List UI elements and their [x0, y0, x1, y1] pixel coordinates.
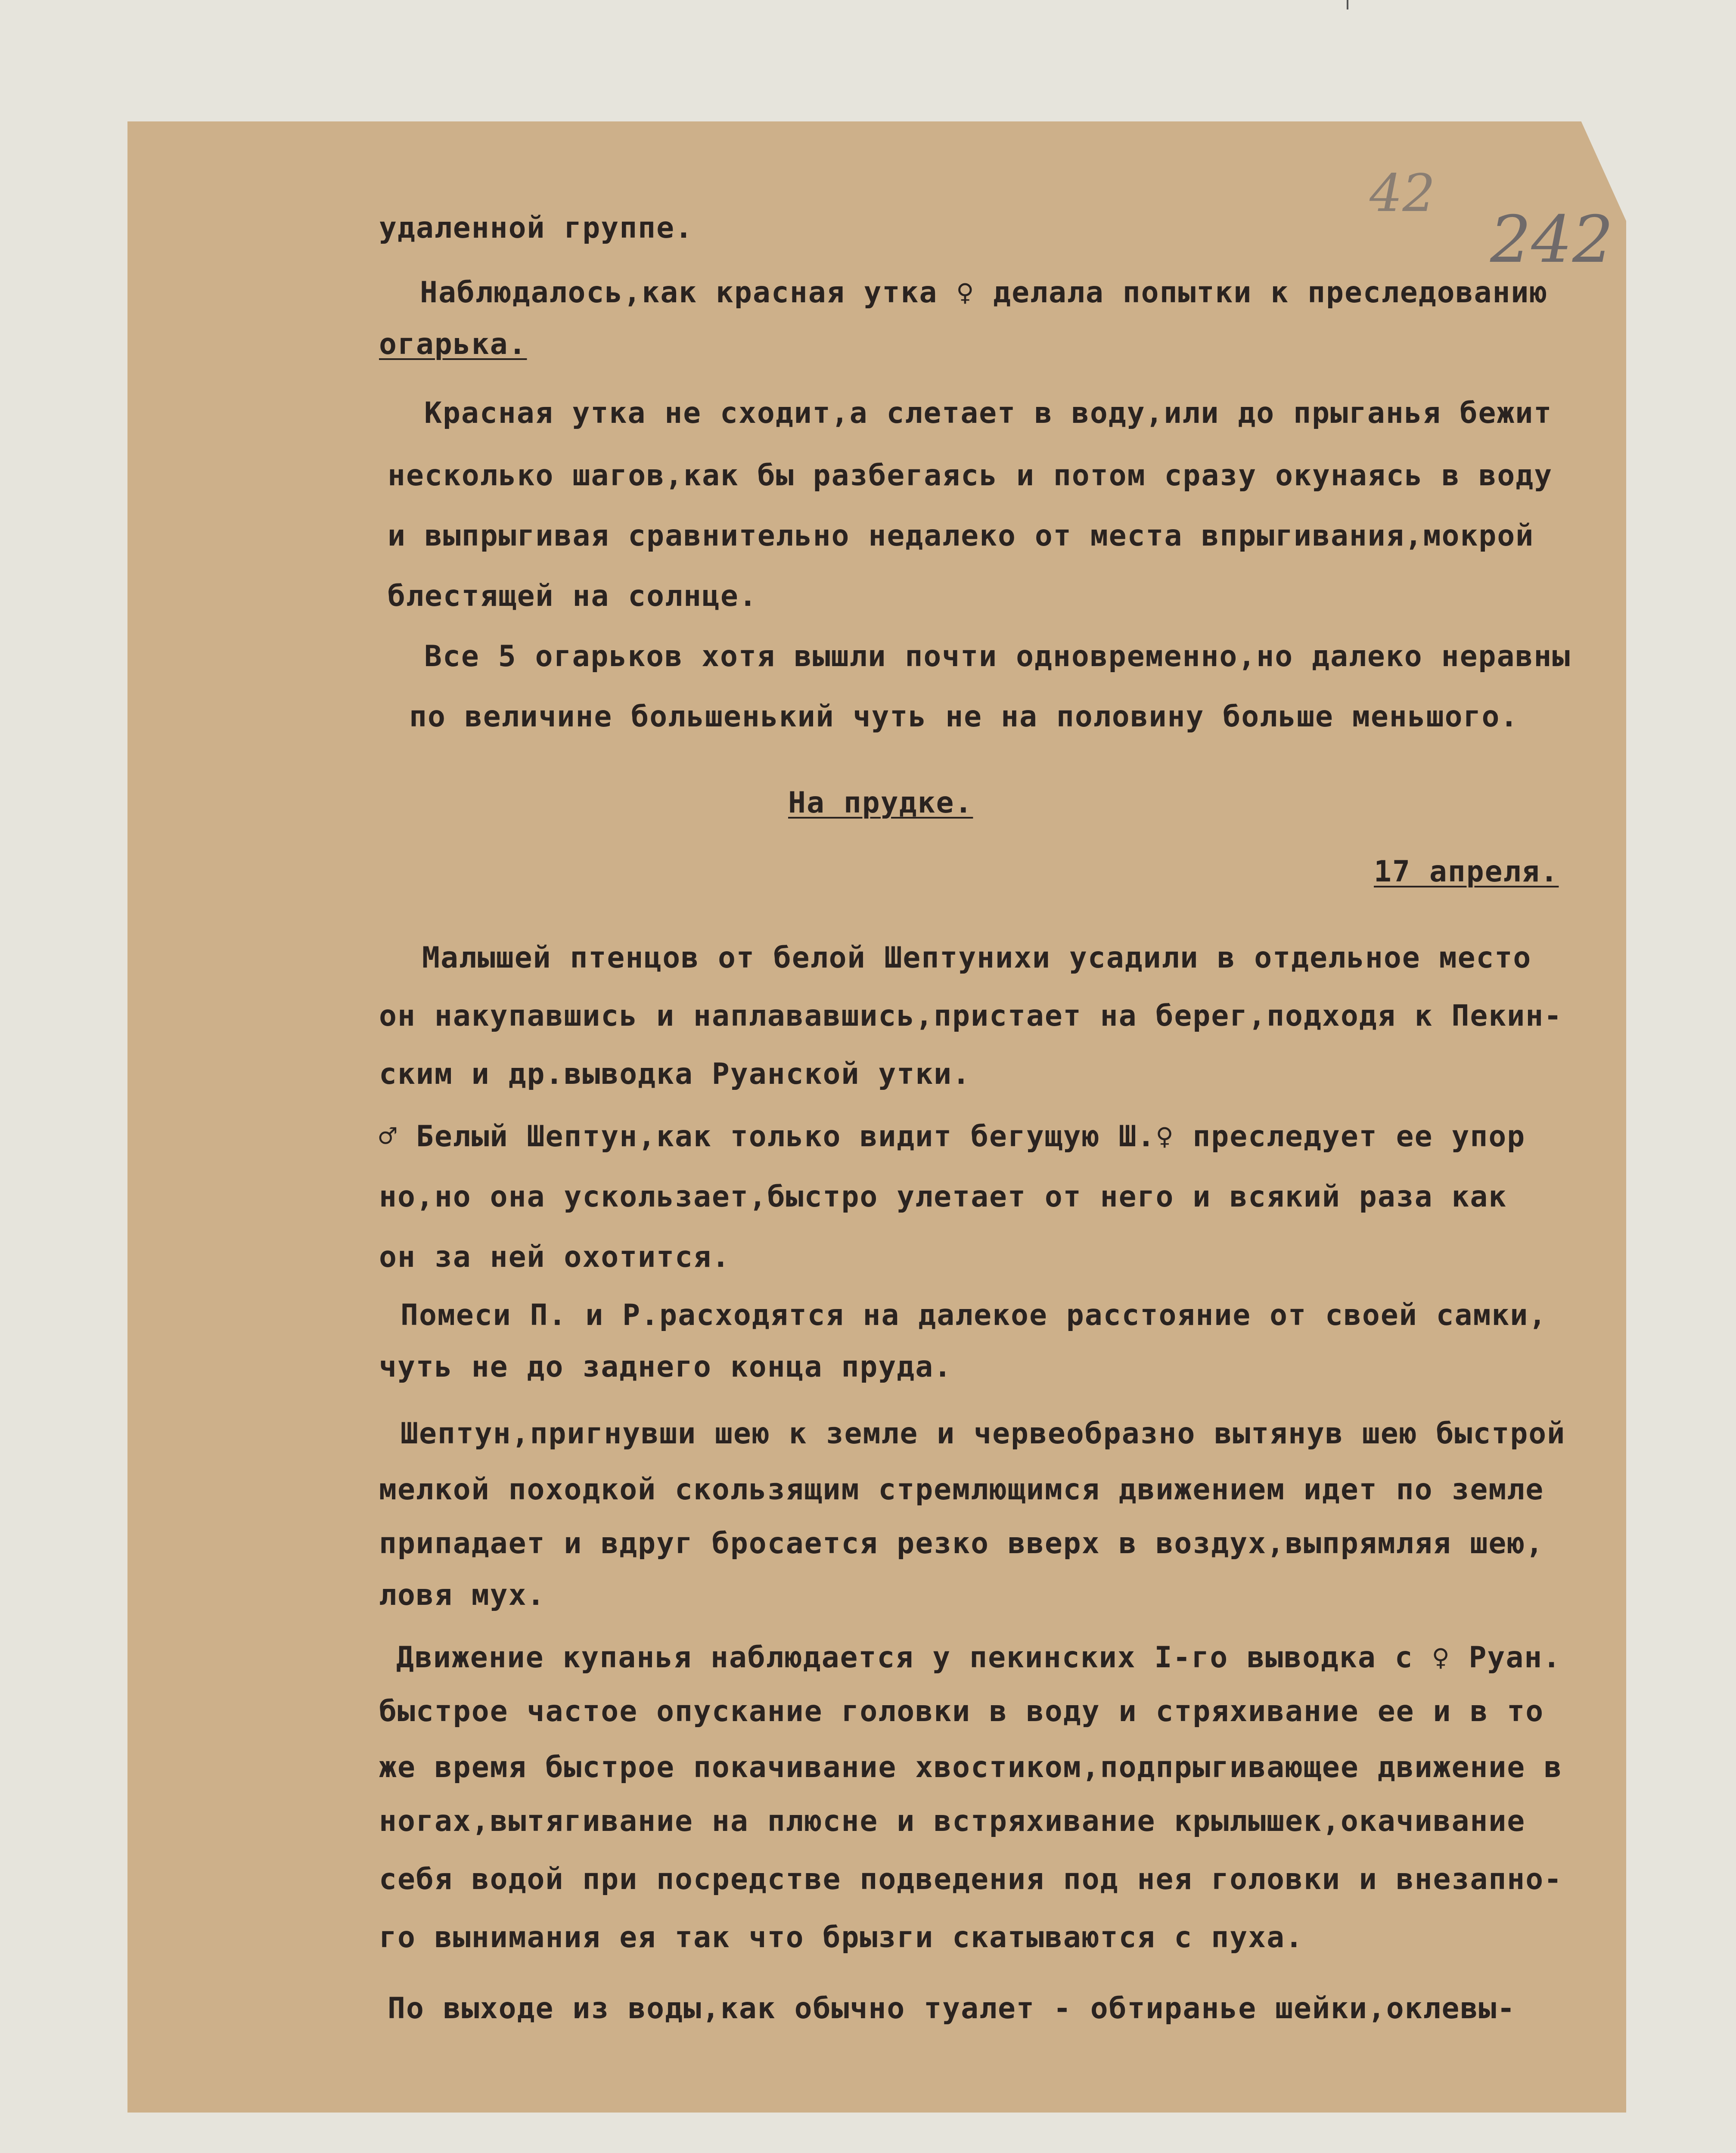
text-line: удаленной группе. [379, 211, 693, 245]
folio-number-old: 42 [1370, 164, 1435, 223]
text-line: Красная утка не сходит,а слетает в воду,или до прыганья бежит [424, 396, 1553, 430]
text-line: он за ней охотится. [379, 1240, 730, 1274]
text-line: ногах,вытягивание на плюсне и встряхивание крылышек,окачивание [379, 1804, 1526, 1838]
text-line: и выпрыгивая сравнительно недалеко от места впрыгивания,мокрой [388, 519, 1534, 553]
text-line: Наблюдалось,как красная утка ♀ делала попытки к преследованию [420, 276, 1548, 310]
text-line: но,но она ускользает,быстро улетает от него и всякий раза как [379, 1180, 1507, 1214]
text-line: ловя мух. [379, 1578, 546, 1612]
text-line: Малышей птенцов от белой Шептунихи усадили в отдельное место [422, 941, 1532, 975]
text-line: Все 5 огарьков хотя вышли почти одновременно,но далеко неравны [424, 639, 1571, 673]
text-line: же время быстрое покачивание хвостиком,подпрыгивающее движение в [379, 1750, 1563, 1784]
text-line: огарька. [379, 327, 527, 361]
text-line: несколько шагов,как бы разбегаясь и потом сразу окунаясь в воду [388, 459, 1553, 493]
text-line: Движение купанья наблюдается у пекинских I-го выводка с ♀ Руан. [396, 1641, 1562, 1675]
text-line: себя водой при посредстве подведения под нея головки и внезапно- [379, 1862, 1563, 1896]
text-line: припадает и вдруг бросается резко вверх в воздух,выпрямляя шею, [379, 1526, 1544, 1560]
section-heading: На прудке. [788, 786, 973, 820]
text-line: по величине большенький чуть не на половину больше меньшого. [409, 700, 1519, 734]
text-line: го вынимания ея так что брызги скатываются с пуха. [379, 1920, 1304, 1954]
text-line: он накупавшись и наплававшись,пристает на берег,подходя к Пекин- [379, 999, 1563, 1033]
text-line: Шептун,пригнувши шею к земле и червеобразно вытянув шею быстрой [401, 1417, 1566, 1451]
text-line: ским и др.выводка Руанской утки. [379, 1057, 971, 1091]
folio-number: 242 [1490, 202, 1614, 277]
text-line: Помеси П. и Р.расходятся на далекое расстояние от своей самки, [401, 1298, 1547, 1332]
section-date: 17 апреля. [1374, 855, 1559, 889]
text-line: мелкой походкой скользящим стремлющимся движением идет по земле [379, 1473, 1544, 1507]
text-line: чуть не до заднего конца пруда. [379, 1350, 953, 1384]
text-line: быстрое частое опускание головки в воду и стряхивание ее и в то [379, 1694, 1544, 1728]
edge-mark [1347, 0, 1348, 9]
text-line: блестящей на солнце. [388, 579, 758, 613]
text-line: По выходе из воды,как обычно туалет - обтиранье шейки,оклевы- [388, 1992, 1516, 2026]
text-line: ♂ Белый Шептун,как только видит бегущую Ш.♀ преследует ее упор [379, 1120, 1526, 1154]
